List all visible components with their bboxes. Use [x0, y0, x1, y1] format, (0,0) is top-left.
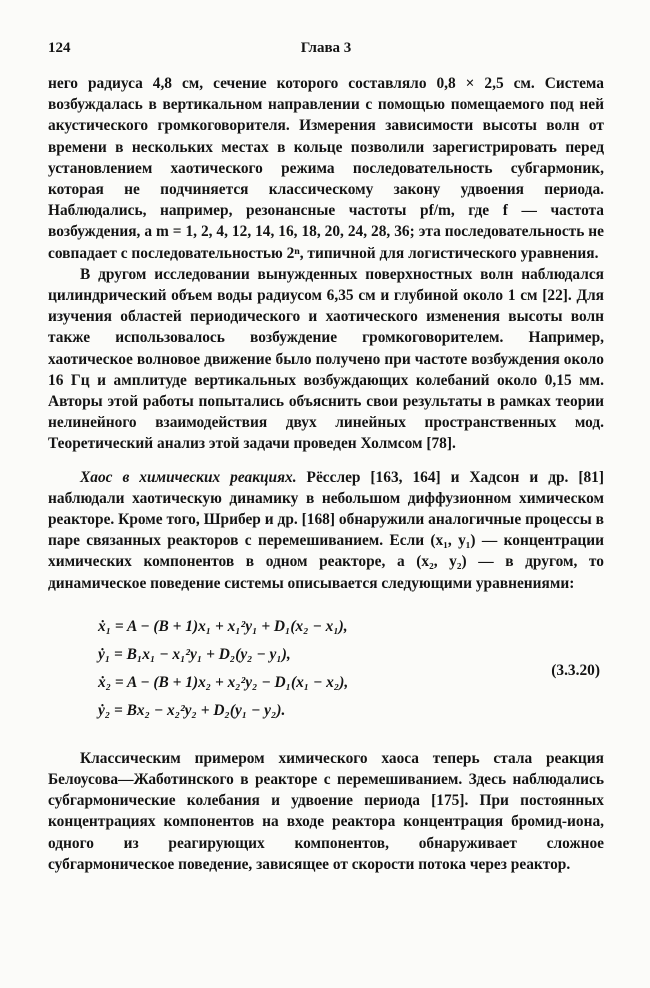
equation-4: ẏ₂ = Bx₂ − x₂²y₂ + D₂(y₁ − y₂).	[98, 701, 286, 719]
equation-block	[48, 616, 604, 728]
page-header	[48, 40, 604, 62]
paragraph-1: него радиуса 4,8 см, сечение которого составляло 0,8 × 2,5 см. Система возбуждалась в вертикальном направлении с помощью помещаемого под ней акустического громкоговорителя. Измерения зависимости высоты волн от времени в нескольких местах в кольце позволили зарегистрировать перед установлением хаотического режима последовательность субгармоник, которая не подчиняется классическому закону удвоения периода. Наблюдались, например, резонансные частоты pf/m, где f — частота возбуждения, а m = 1, 2, 4, 12, 14, 16, 18, 20, 24, 28, 36; эта последовательность не совпадает с последовательностью 2ⁿ, типичной для логистического уравнения.	[48, 75, 604, 262]
equation-number: (3.3.20)	[551, 661, 600, 679]
section-text: Рёсслер [163, 164] и Хадсон и др. [81] наблюдали хаотическую динамику в небольшом диффузионном химическом реакторе. Кроме того, Шрибер и др. [168] обнаружили аналогичные процессы в паре связанных реакторов с перемешиванием. Если (x₁, y₁) — концентрации химических компонентов в одном реакторе, а (x₂, y₂) — в другом, то динамическое поведение системы описывается следующими уравнениями:	[48, 468, 604, 592]
chapter-title: Глава 3	[300, 40, 352, 56]
equation-1: ẋ₁ = A − (B + 1)x₁ + x₁²y₁ + D₁(x₂ − x₁),	[98, 617, 348, 635]
equation-2: ẏ₁ = B₁x₁ − x₁²y₁ + D₂(y₂ − y₁),	[98, 645, 291, 663]
section-paragraph	[48, 467, 604, 594]
page-body	[48, 73, 604, 875]
paragraph-2: В другом исследовании вынужденных поверхностных волн наблюдался цилиндрический объем воды радиусом 6,35 см и глубиной около 1 см [22]. Для изучения областей периодического и хаотического изменения высоты волн также использовалось возбуждение громкоговорителем. Например, хаотическое волновое движение было получено при частоте возбуждения около 16 Гц и амплитуде вертикальных возбуждающих колебаний около 0,15 мм. Авторы этой работы попытались объяснить свои результаты в рамках теории нелинейного взаимодействия двух линейных пространственных мод. Теоретический анализ этой задачи проведен Холмсом [78].	[48, 265, 604, 453]
equation-3: ẋ₂ = A − (B + 1)x₂ + x₂²y₂ − D₁(x₁ − x₂),	[98, 673, 349, 691]
page-number: 124	[48, 40, 71, 56]
section-title: Хаос в химических реакциях.	[80, 468, 297, 486]
final-paragraph: Классическим примером химического хаоса теперь стала реакция Белоусова—Жаботинского в реакторе с перемешиванием. Здесь наблюдались субгармонические колебания и удвоение периода [175]. При постоянных концентрациях компонентов на входе реактора концентрация бромид-иона, одного из реагирующих компонентов, обнаруживает сложное субгармоническое поведение, зависящее от скорости потока через реактор.	[48, 749, 604, 873]
